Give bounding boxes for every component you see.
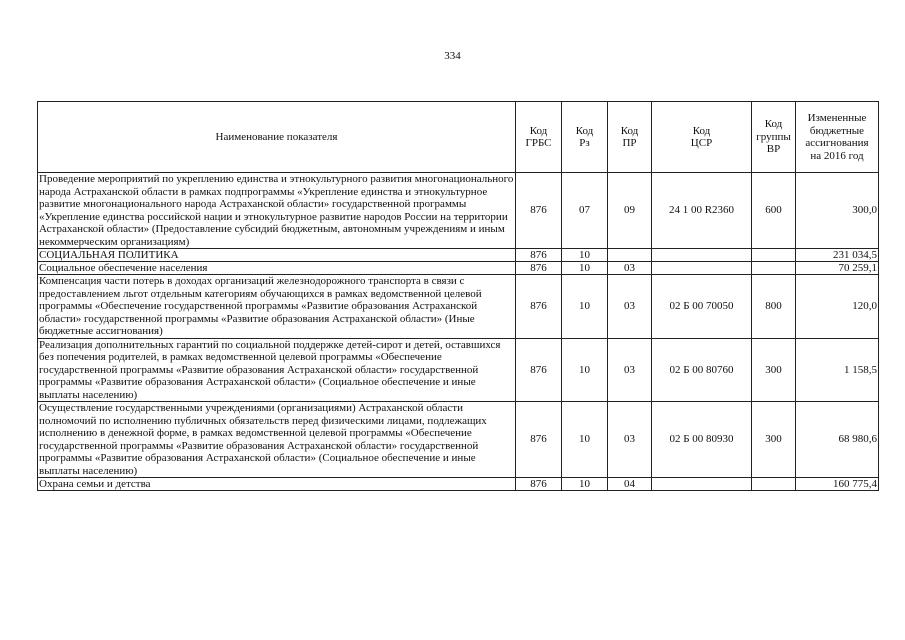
row-rz: 10 <box>562 262 608 275</box>
row-name: Осуществление государственными учреждениями (организациями) Астраханской области полномочий по исполнению публичных обязательств перед физическими лицами, подлежащих исполнению в денежной форме, в рамках ведомственной целевой программы «Обеспечение государственной программы «Развитие образования Астраханской области» государственной программы «Развитие образования Астраханской области» (Социальное обеспечение и иные выплаты населению) <box>38 402 516 478</box>
row-name: Реализация дополнительных гарантий по социальной поддержке детей-сирот и детей, оставшихся без попечения родителей, в рамках ведомственной целевой программы «Обеспечение государственной программы «Развитие образования Астраханской области» государственной программы «Развитие образования Астраханской области» (Социальное обеспечение и иные выплаты населению) <box>38 338 516 402</box>
table-row <box>38 249 879 262</box>
row-csr: 02 Б 00 80930 <box>652 402 752 478</box>
row-csr: 02 Б 00 70050 <box>652 275 752 339</box>
row-name: Проведение мероприятий по укреплению единства и этнокультурного развития многонационального народа Астраханской области в рамках подпрограммы «Укрепление единства и этнокультурное развитие многонационального народа Астраханской области» государственной программы «Укрепление единства российской нации и этнокультурное развитие народов России на территории Астраханской области» (Предоставление субсидий бюджетным, автономным учреждениям и иным некоммерческим организациям) <box>38 173 516 249</box>
row-pr: 04 <box>608 478 652 491</box>
table-row <box>38 173 879 249</box>
row-vr <box>752 262 796 275</box>
row-csr: 02 Б 00 80760 <box>652 338 752 402</box>
row-rz: 10 <box>562 338 608 402</box>
row-sum: 68 980,6 <box>796 402 879 478</box>
header-csr: Код ЦСР <box>652 102 752 173</box>
row-name: Охрана семьи и детства <box>38 478 516 491</box>
row-pr: 03 <box>608 338 652 402</box>
row-rz: 10 <box>562 478 608 491</box>
budget-table <box>37 101 879 491</box>
row-rz: 10 <box>562 402 608 478</box>
row-grbs: 876 <box>516 402 562 478</box>
row-sum: 231 034,5 <box>796 249 879 262</box>
row-grbs: 876 <box>516 275 562 339</box>
row-sum: 120,0 <box>796 275 879 339</box>
table-row <box>38 275 879 339</box>
header-rz: Код Рз <box>562 102 608 173</box>
row-sum: 160 775,4 <box>796 478 879 491</box>
row-grbs: 876 <box>516 173 562 249</box>
row-csr <box>652 478 752 491</box>
row-csr <box>652 249 752 262</box>
row-vr: 300 <box>752 402 796 478</box>
row-vr: 600 <box>752 173 796 249</box>
row-csr <box>652 262 752 275</box>
row-grbs: 876 <box>516 478 562 491</box>
row-sum: 1 158,5 <box>796 338 879 402</box>
page-number: 334 <box>444 50 461 62</box>
row-rz: 07 <box>562 173 608 249</box>
row-rz: 10 <box>562 249 608 262</box>
table-row <box>38 402 879 478</box>
row-pr: 09 <box>608 173 652 249</box>
row-pr: 03 <box>608 275 652 339</box>
header-sum: Измененные бюджетные ассигнования на 2016 год <box>796 102 879 173</box>
row-name: Компенсация части потерь в доходах организаций железнодорожного транспорта в связи с предоставлением льгот отдельным категориям обучающихся в рамках ведомственной целевой программы «Обеспечение государственной программы «Развитие образования Астраханской области» государственной программы «Развитие образования Астраханской области» (Иные бюджетные ассигнования) <box>38 275 516 339</box>
row-vr: 800 <box>752 275 796 339</box>
header-pr: Код ПР <box>608 102 652 173</box>
row-csr: 24 1 00 R2360 <box>652 173 752 249</box>
header-grbs: Код ГРБС <box>516 102 562 173</box>
table-row <box>38 478 879 491</box>
row-vr <box>752 478 796 491</box>
row-name: Социальное обеспечение населения <box>38 262 516 275</box>
row-sum: 300,0 <box>796 173 879 249</box>
header-vr: Код группы ВР <box>752 102 796 173</box>
row-pr: 03 <box>608 402 652 478</box>
row-grbs: 876 <box>516 262 562 275</box>
row-pr <box>608 249 652 262</box>
table-row <box>38 262 879 275</box>
row-grbs: 876 <box>516 338 562 402</box>
row-grbs: 876 <box>516 249 562 262</box>
row-sum: 70 259,1 <box>796 262 879 275</box>
header-row <box>38 102 879 173</box>
table-row <box>38 338 879 402</box>
row-rz: 10 <box>562 275 608 339</box>
header-name: Наименование показателя <box>38 102 516 173</box>
row-name: СОЦИАЛЬНАЯ ПОЛИТИКА <box>38 249 516 262</box>
row-vr <box>752 249 796 262</box>
row-pr: 03 <box>608 262 652 275</box>
row-vr: 300 <box>752 338 796 402</box>
